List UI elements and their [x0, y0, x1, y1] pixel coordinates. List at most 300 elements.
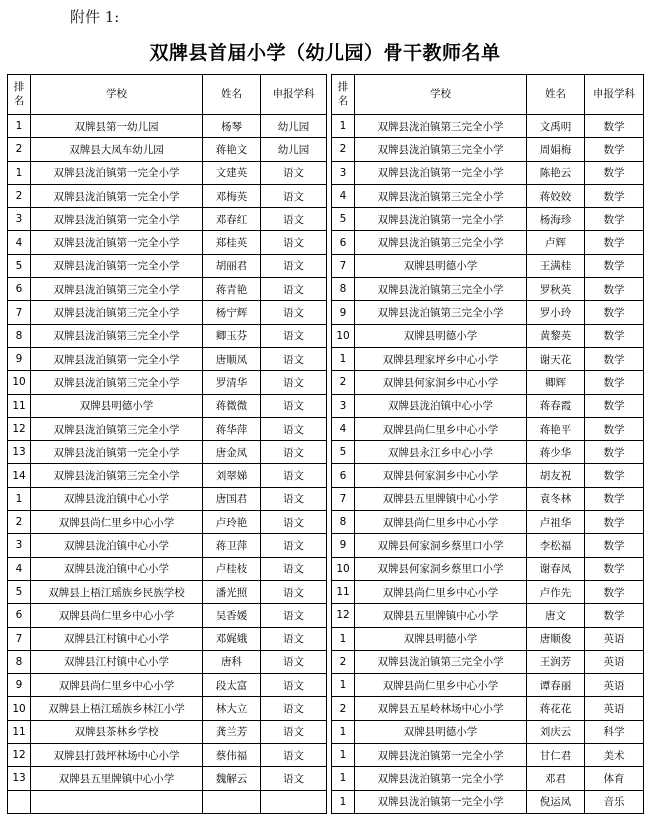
school-cell: 双牌县泷泊镇第一完全小学	[355, 744, 527, 767]
school-header: 学校	[355, 75, 527, 115]
subject-cell: 语文	[261, 511, 327, 534]
table-row	[8, 511, 327, 534]
teacher-name-cell: 杨海珍	[527, 208, 585, 231]
teacher-name-cell: 谭春丽	[527, 674, 585, 697]
school-cell: 双牌县明德小学	[355, 254, 527, 277]
subject-cell: 语文	[261, 674, 327, 697]
table-row	[332, 674, 644, 697]
teacher-name-cell: 唐顺凤	[203, 347, 261, 370]
school-cell: 双牌县明德小学	[31, 394, 203, 417]
rank-cell: 9	[8, 674, 31, 697]
subject-cell: 语文	[261, 464, 327, 487]
rank-cell: 8	[8, 650, 31, 673]
table-row	[8, 650, 327, 673]
rank-header-line2: 名	[337, 94, 349, 107]
rank-cell: 12	[332, 604, 355, 627]
rank-cell: 12	[8, 417, 31, 440]
school-cell: 双牌县泷泊镇中心小学	[31, 487, 203, 510]
school-cell: 双牌县上梧江瑶族乡林江小学	[31, 697, 203, 720]
school-cell: 双牌县尚仁里乡中心小学	[355, 417, 527, 440]
subject-header: 申报学科	[585, 75, 644, 115]
subject-cell: 语文	[261, 720, 327, 743]
teacher-name-cell: 胡丽君	[203, 254, 261, 277]
teacher-name-cell: 蒋青艳	[203, 278, 261, 301]
table-row	[332, 511, 644, 534]
table-row	[8, 254, 327, 277]
subject-cell: 语文	[261, 324, 327, 347]
rank-cell: 5	[332, 441, 355, 464]
school-cell: 双牌县泷泊镇第一完全小学	[31, 161, 203, 184]
subject-cell: 数学	[585, 254, 644, 277]
table-row	[332, 767, 644, 790]
teacher-name-cell: 罗秋英	[527, 278, 585, 301]
rank-cell: 2	[332, 650, 355, 673]
teacher-name-cell: 龚兰芳	[203, 720, 261, 743]
table-row	[332, 324, 644, 347]
teacher-table-right	[331, 74, 644, 814]
subject-cell: 美术	[585, 744, 644, 767]
school-cell: 双牌县泷泊镇中心小学	[31, 557, 203, 580]
teacher-name-cell: 谢春凤	[527, 557, 585, 580]
table-row	[332, 487, 644, 510]
subject-cell: 数学	[585, 115, 644, 138]
rank-cell: 13	[8, 767, 31, 790]
subject-cell: 数学	[585, 347, 644, 370]
subject-cell: 英语	[585, 627, 644, 650]
subject-cell: 语文	[261, 394, 327, 417]
subject-cell: 数学	[585, 487, 644, 510]
school-cell: 双牌县五里牌镇中心小学	[31, 767, 203, 790]
rank-cell: 6	[8, 604, 31, 627]
teacher-name-cell: 邓梅英	[203, 184, 261, 207]
rank-cell: 4	[332, 184, 355, 207]
teacher-name-cell: 唐国君	[203, 487, 261, 510]
table-row	[8, 580, 327, 603]
rank-cell: 7	[8, 301, 31, 324]
table-row	[8, 208, 327, 231]
table-row	[8, 627, 327, 650]
rank-cell: 8	[332, 278, 355, 301]
subject-cell: 幼儿园	[261, 115, 327, 138]
rank-cell: 11	[332, 580, 355, 603]
teacher-name-cell: 周娟梅	[527, 138, 585, 161]
rank-cell: 10	[8, 371, 31, 394]
school-cell: 双牌县泷泊镇第三完全小学	[355, 184, 527, 207]
rank-cell: 10	[8, 697, 31, 720]
subject-cell: 语文	[261, 650, 327, 673]
subject-cell: 数学	[585, 231, 644, 254]
teacher-name-cell: 蒋微微	[203, 394, 261, 417]
table-row	[332, 254, 644, 277]
subject-cell: 语文	[261, 557, 327, 580]
teacher-name-cell: 黄黎英	[527, 324, 585, 347]
rank-cell: 13	[8, 441, 31, 464]
teacher-name-cell: 王润芳	[527, 650, 585, 673]
school-cell: 双牌县泷泊镇第三完全小学	[355, 278, 527, 301]
school-cell: 双牌县何家洞乡中心小学	[355, 464, 527, 487]
teacher-name-cell: 邓君	[527, 767, 585, 790]
school-cell: 双牌县江村镇中心小学	[31, 650, 203, 673]
rank-cell: 7	[8, 627, 31, 650]
rank-cell: 1	[332, 767, 355, 790]
teacher-name-cell: 卢辉	[527, 231, 585, 254]
rank-cell: 2	[332, 138, 355, 161]
school-cell: 双牌县泷泊镇第三完全小学	[31, 417, 203, 440]
teacher-name-cell: 文禹明	[527, 115, 585, 138]
table-row	[332, 744, 644, 767]
table-row	[332, 394, 644, 417]
teacher-name-cell: 胡友祝	[527, 464, 585, 487]
table-row	[332, 371, 644, 394]
subject-cell: 数学	[585, 464, 644, 487]
teacher-name-cell: 唐金凤	[203, 441, 261, 464]
teacher-name-cell: 卢玲艳	[203, 511, 261, 534]
rank-cell: 2	[8, 184, 31, 207]
rank-cell: 5	[8, 580, 31, 603]
school-cell: 双牌县泷泊镇第三完全小学	[355, 115, 527, 138]
table-row	[8, 394, 327, 417]
teacher-name-cell: 卢祖华	[527, 511, 585, 534]
school-cell: 双牌县明德小学	[355, 627, 527, 650]
table-row	[8, 557, 327, 580]
teacher-name-cell: 蔡伟福	[203, 744, 261, 767]
rank-cell: 14	[8, 464, 31, 487]
table-row	[8, 767, 327, 790]
table-row	[8, 674, 327, 697]
school-cell: 双牌县泷泊镇第三完全小学	[355, 301, 527, 324]
school-cell: 双牌县泷泊镇第一完全小学	[31, 184, 203, 207]
school-cell: 双牌县第一幼儿园	[31, 115, 203, 138]
subject-cell	[261, 790, 327, 813]
subject-cell: 语文	[261, 417, 327, 440]
teacher-name-cell: 罗小玲	[527, 301, 585, 324]
subject-cell: 英语	[585, 674, 644, 697]
school-cell: 双牌县泷泊镇第一完全小学	[31, 441, 203, 464]
school-cell: 双牌县尚仁里乡中心小学	[31, 511, 203, 534]
school-cell: 双牌县江村镇中心小学	[31, 627, 203, 650]
teacher-name-cell: 郑桂英	[203, 231, 261, 254]
table-row	[332, 231, 644, 254]
teacher-name-cell: 吴香媛	[203, 604, 261, 627]
rank-cell: 1	[332, 674, 355, 697]
rank-cell: 6	[8, 278, 31, 301]
attachment-label: 附件 1:	[70, 8, 120, 26]
teacher-name-cell: 唐顺俊	[527, 627, 585, 650]
table-row	[8, 720, 327, 743]
rank-cell: 11	[8, 720, 31, 743]
table-row	[332, 208, 644, 231]
teacher-name-cell: 唐文	[527, 604, 585, 627]
school-cell: 双牌县泷泊镇第三完全小学	[355, 650, 527, 673]
teacher-name-cell: 邓娓娥	[203, 627, 261, 650]
table-row	[8, 115, 327, 138]
subject-cell: 语文	[261, 534, 327, 557]
table-row	[332, 441, 644, 464]
teacher-name-cell: 谢天花	[527, 347, 585, 370]
subject-cell: 数学	[585, 278, 644, 301]
school-cell: 双牌县泷泊镇第一完全小学	[355, 161, 527, 184]
page-title: 双牌县首届小学（幼儿园）骨干教师名单	[149, 42, 501, 64]
school-cell: 双牌县尚仁里乡中心小学	[355, 511, 527, 534]
school-cell: 双牌县永江乡中心小学	[355, 441, 527, 464]
rank-cell: 7	[332, 254, 355, 277]
rank-cell: 11	[8, 394, 31, 417]
teacher-name-cell: 李松福	[527, 534, 585, 557]
subject-cell: 数学	[585, 371, 644, 394]
rank-cell: 1	[332, 744, 355, 767]
teacher-name-cell: 蒋卫萍	[203, 534, 261, 557]
table-row	[8, 138, 327, 161]
rank-cell: 6	[332, 464, 355, 487]
school-cell: 双牌县尚仁里乡中心小学	[355, 674, 527, 697]
rank-cell: 3	[8, 208, 31, 231]
teacher-name-cell: 刘庆云	[527, 720, 585, 743]
rank-cell: 10	[332, 324, 355, 347]
rank-cell: 1	[332, 627, 355, 650]
teacher-name-cell: 魏解云	[203, 767, 261, 790]
subject-cell: 数学	[585, 580, 644, 603]
subject-cell: 语文	[261, 301, 327, 324]
school-cell: 双牌县何家洞乡蔡里口小学	[355, 557, 527, 580]
school-cell: 双牌县泷泊镇第三完全小学	[31, 371, 203, 394]
name-header: 姓名	[203, 75, 261, 115]
table-row	[8, 278, 327, 301]
subject-cell: 音乐	[585, 790, 644, 813]
subject-cell: 语文	[261, 744, 327, 767]
school-cell	[31, 790, 203, 813]
rank-cell: 2	[332, 371, 355, 394]
table-row	[8, 231, 327, 254]
rank-cell: 4	[8, 557, 31, 580]
table-row	[8, 487, 327, 510]
subject-cell: 数学	[585, 138, 644, 161]
table-row	[8, 790, 327, 813]
table-row	[332, 650, 644, 673]
subject-cell: 数学	[585, 301, 644, 324]
subject-cell: 语文	[261, 627, 327, 650]
subject-header: 申报学科	[261, 75, 327, 115]
school-cell: 双牌县五里牌镇中心小学	[355, 487, 527, 510]
rank-cell: 4	[332, 417, 355, 440]
rank-cell: 8	[8, 324, 31, 347]
table-row	[332, 720, 644, 743]
rank-cell: 3	[332, 394, 355, 417]
teacher-name-cell: 王满桂	[527, 254, 585, 277]
subject-cell: 语文	[261, 161, 327, 184]
teacher-name-cell: 杨宁辉	[203, 301, 261, 324]
subject-cell: 数学	[585, 324, 644, 347]
table-row	[8, 347, 327, 370]
school-cell: 双牌县泷泊镇第一完全小学	[31, 254, 203, 277]
school-cell: 双牌县泷泊镇第一完全小学	[31, 347, 203, 370]
school-cell: 双牌县泷泊镇第三完全小学	[31, 324, 203, 347]
subject-cell: 语文	[261, 697, 327, 720]
subject-cell: 语文	[261, 278, 327, 301]
table-row	[332, 580, 644, 603]
rank-cell: 10	[332, 557, 355, 580]
rank-cell: 1	[8, 487, 31, 510]
rank-cell: 6	[332, 231, 355, 254]
school-cell: 双牌县何家洞乡中心小学	[355, 371, 527, 394]
table-row	[332, 464, 644, 487]
table-row	[332, 161, 644, 184]
subject-cell: 语文	[261, 231, 327, 254]
teacher-name-cell: 袁冬林	[527, 487, 585, 510]
rank-cell: 8	[332, 511, 355, 534]
rank-cell: 5	[332, 208, 355, 231]
subject-cell: 科学	[585, 720, 644, 743]
rank-header-line2: 名	[13, 94, 25, 107]
school-cell: 双牌县尚仁里乡中心小学	[31, 674, 203, 697]
teacher-name-cell: 卢桂枝	[203, 557, 261, 580]
teacher-name-cell: 林大立	[203, 697, 261, 720]
table-row	[8, 161, 327, 184]
teacher-table-left	[7, 74, 327, 814]
rank-cell: 1	[332, 347, 355, 370]
rank-header	[332, 75, 355, 115]
school-cell: 双牌县泷泊镇第一完全小学	[31, 231, 203, 254]
school-cell: 双牌县泷泊镇中心小学	[31, 534, 203, 557]
subject-cell: 语文	[261, 767, 327, 790]
rank-cell: 5	[8, 254, 31, 277]
school-cell: 双牌县打鼓坪林场中心小学	[31, 744, 203, 767]
rank-cell: 3	[8, 534, 31, 557]
rank-cell: 2	[8, 511, 31, 534]
school-cell: 双牌县泷泊镇第一完全小学	[355, 790, 527, 813]
subject-cell: 语文	[261, 487, 327, 510]
school-cell: 双牌县明德小学	[355, 324, 527, 347]
subject-cell: 数学	[585, 161, 644, 184]
subject-cell: 语文	[261, 184, 327, 207]
table-header-row	[8, 75, 327, 115]
school-cell: 双牌县泷泊镇第三完全小学	[355, 231, 527, 254]
rank-cell: 1	[332, 115, 355, 138]
rank-cell: 9	[332, 534, 355, 557]
table-row	[8, 417, 327, 440]
table-row	[332, 627, 644, 650]
table-row	[8, 184, 327, 207]
school-header: 学校	[31, 75, 203, 115]
school-cell: 双牌县泷泊镇第三完全小学	[31, 464, 203, 487]
school-cell: 双牌县泷泊镇第一完全小学	[355, 208, 527, 231]
subject-cell: 数学	[585, 417, 644, 440]
table-row	[332, 697, 644, 720]
table-row	[332, 138, 644, 161]
rank-cell: 2	[8, 138, 31, 161]
school-cell: 双牌县理家坪乡中心小学	[355, 347, 527, 370]
rank-header	[8, 75, 31, 115]
rank-cell: 1	[332, 720, 355, 743]
rank-cell: 1	[8, 115, 31, 138]
teacher-name-cell: 蒋艳平	[527, 417, 585, 440]
school-cell: 双牌县泷泊镇第三完全小学	[31, 278, 203, 301]
teacher-name-cell: 倪运凤	[527, 790, 585, 813]
rank-cell: 7	[332, 487, 355, 510]
subject-cell: 语文	[261, 580, 327, 603]
table-row	[8, 744, 327, 767]
school-cell: 双牌县泷泊镇第三完全小学	[355, 138, 527, 161]
rank-cell: 9	[8, 347, 31, 370]
teacher-name-cell: 蒋花花	[527, 697, 585, 720]
table-row	[8, 301, 327, 324]
teacher-name-cell	[203, 790, 261, 813]
teacher-name-cell: 罗清华	[203, 371, 261, 394]
table-row	[8, 441, 327, 464]
subject-cell: 语文	[261, 208, 327, 231]
school-cell: 双牌县泷泊镇第一完全小学	[355, 767, 527, 790]
school-cell: 双牌县大凤车幼儿园	[31, 138, 203, 161]
subject-cell: 数学	[585, 208, 644, 231]
rank-cell: 1	[332, 790, 355, 813]
school-cell: 双牌县茶林乡学校	[31, 720, 203, 743]
subject-cell: 英语	[585, 650, 644, 673]
teacher-name-cell: 段太富	[203, 674, 261, 697]
subject-cell: 语文	[261, 604, 327, 627]
subject-cell: 幼儿园	[261, 138, 327, 161]
subject-cell: 数学	[585, 511, 644, 534]
teacher-name-cell: 蒋艳文	[203, 138, 261, 161]
table-row	[8, 371, 327, 394]
table-row	[332, 115, 644, 138]
table-row	[332, 184, 644, 207]
table-row	[332, 790, 644, 813]
rank-header-line1: 排	[13, 81, 25, 94]
table-row	[332, 301, 644, 324]
school-cell: 双牌县泷泊镇中心小学	[355, 394, 527, 417]
teacher-name-cell: 蒋姣姣	[527, 184, 585, 207]
teacher-name-cell: 卢作先	[527, 580, 585, 603]
school-cell: 双牌县尚仁里乡中心小学	[31, 604, 203, 627]
teacher-name-cell: 卿辉	[527, 371, 585, 394]
subject-cell: 英语	[585, 697, 644, 720]
table-row	[8, 697, 327, 720]
table-row	[332, 347, 644, 370]
subject-cell: 数学	[585, 534, 644, 557]
rank-cell: 12	[8, 744, 31, 767]
school-cell: 双牌县上梧江瑶族乡民族学校	[31, 580, 203, 603]
table-row	[8, 464, 327, 487]
subject-cell: 语文	[261, 441, 327, 464]
table-row	[332, 604, 644, 627]
table-row	[332, 278, 644, 301]
teacher-name-cell: 文建英	[203, 161, 261, 184]
table-row	[332, 534, 644, 557]
subject-cell: 语文	[261, 347, 327, 370]
teacher-name-cell: 蒋春霞	[527, 394, 585, 417]
name-header: 姓名	[527, 75, 585, 115]
teacher-name-cell: 唐科	[203, 650, 261, 673]
rank-cell: 4	[8, 231, 31, 254]
subject-cell: 数学	[585, 394, 644, 417]
teacher-name-cell: 卿玉芬	[203, 324, 261, 347]
teacher-name-cell: 邓春红	[203, 208, 261, 231]
teacher-name-cell: 蒋华萍	[203, 417, 261, 440]
subject-cell: 语文	[261, 371, 327, 394]
table-row	[8, 534, 327, 557]
school-cell: 双牌县五星岭林场中心小学	[355, 697, 527, 720]
subject-cell: 数学	[585, 604, 644, 627]
teacher-name-cell: 陈艳云	[527, 161, 585, 184]
table-row	[332, 417, 644, 440]
teacher-name-cell: 杨琴	[203, 115, 261, 138]
rank-cell: 3	[332, 161, 355, 184]
rank-cell: 2	[332, 697, 355, 720]
rank-cell	[8, 790, 31, 813]
school-cell: 双牌县何家洞乡蔡里口小学	[355, 534, 527, 557]
rank-header-line1: 排	[337, 81, 349, 94]
school-cell: 双牌县明德小学	[355, 720, 527, 743]
teacher-name-cell: 蒋少华	[527, 441, 585, 464]
